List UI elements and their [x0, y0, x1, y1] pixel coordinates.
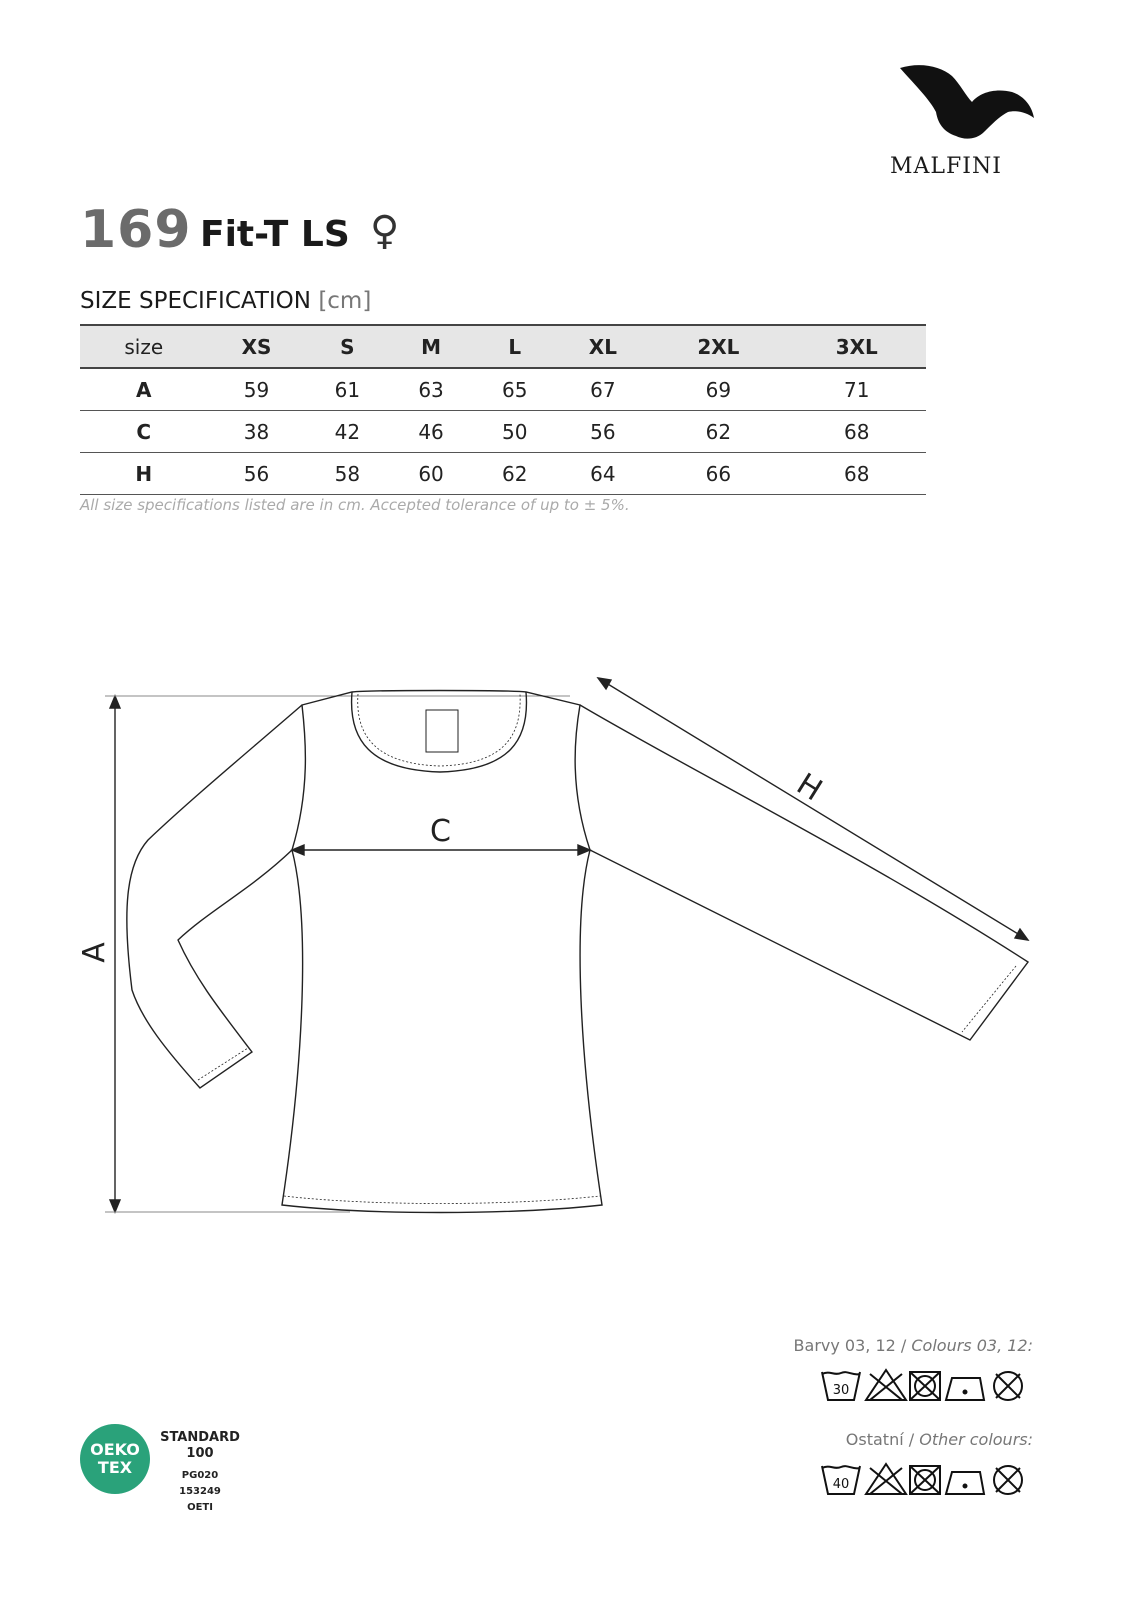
table-cell: 50 [473, 411, 557, 453]
malfini-logo [890, 62, 1050, 192]
iron-icon [946, 1378, 984, 1400]
arrow-head [110, 696, 120, 708]
table-cell: C [80, 411, 207, 453]
table-row [80, 453, 926, 495]
table-cell: 62 [649, 411, 787, 453]
oeko-l1: OEKO [90, 1440, 140, 1459]
table-row [80, 411, 926, 453]
female-icon: ♀ [370, 208, 400, 254]
header-cell: XS [207, 325, 305, 368]
size-table [80, 324, 926, 495]
header-cell: 3XL [788, 325, 926, 368]
header-cell: 2XL [649, 325, 787, 368]
right-sleeve [580, 705, 1028, 1040]
oeko-num: 100 [186, 1446, 214, 1461]
table-cell: 65 [473, 368, 557, 411]
product-number: 169 [80, 200, 192, 260]
care-colours-2 [846, 1430, 1033, 1449]
table-cell: 38 [207, 411, 305, 453]
table-cell: 71 [788, 368, 926, 411]
oeko-l2: TEX [97, 1458, 133, 1477]
header-cell: S [306, 325, 390, 368]
product-name: Fit-T LS [200, 214, 350, 255]
iron-icon [946, 1472, 984, 1494]
left-sleeve [127, 705, 302, 1088]
care-icons-2 [820, 1460, 1030, 1500]
care-colours-2-cz: Ostatní / [845, 1430, 915, 1449]
care-colours-2-en: Other colours: [919, 1430, 1033, 1449]
no-bleach-icon [866, 1370, 906, 1400]
oeko-standard: STANDARD [160, 1430, 240, 1445]
table-cell: 61 [306, 368, 390, 411]
garment-diagram [70, 660, 1050, 1230]
oeko-inst: OETI [187, 1502, 213, 1513]
table-row [80, 368, 926, 411]
spec-title-text: SIZE SPECIFICATION [80, 288, 311, 314]
table-cell: 59 [207, 368, 305, 411]
oeko-code: PG020 153249 [179, 1470, 221, 1497]
table-header-row [80, 325, 926, 368]
care-icons-1 [820, 1366, 1030, 1406]
oeko-tex-text [160, 1430, 240, 1516]
oeko-tex-badge [80, 1424, 150, 1494]
table-cell: 68 [788, 411, 926, 453]
brand-name: MALFINI [890, 154, 1002, 179]
table-cell: 68 [788, 453, 926, 495]
care-colours-1-cz: Barvy 03, 12 / [793, 1336, 907, 1355]
label-h: H [790, 766, 829, 809]
table-cell: 42 [306, 411, 390, 453]
table-cell: 46 [389, 411, 473, 453]
bird-icon [900, 62, 1040, 142]
care-colours-1-en: Colours 03, 12: [911, 1336, 1033, 1355]
header-cell: L [473, 325, 557, 368]
table-cell: 56 [557, 411, 650, 453]
tolerance-note: All size specifications listed are in cm. Accepted tolerance of up to ± 5%. [80, 496, 630, 514]
table-cell: 67 [557, 368, 650, 411]
table-cell: 64 [557, 453, 650, 495]
label-c: C [430, 814, 451, 849]
arrow-head [110, 1200, 120, 1212]
table-cell: 56 [207, 453, 305, 495]
table-cell: A [80, 368, 207, 411]
table-cell: 69 [649, 368, 787, 411]
spec-unit: [cm] [318, 288, 372, 314]
table-cell: 66 [649, 453, 787, 495]
no-bleach-icon [866, 1464, 906, 1494]
wash-temp-2: 40 [832, 1477, 850, 1492]
table-cell: H [80, 453, 207, 495]
wash-temp-1: 30 [832, 1383, 850, 1398]
care-colours-1 [794, 1336, 1033, 1355]
table-cell: 62 [473, 453, 557, 495]
table-cell: 60 [389, 453, 473, 495]
table-cell: 58 [306, 453, 390, 495]
header-cell: size [80, 325, 207, 368]
table-cell: 63 [389, 368, 473, 411]
spec-title [80, 288, 371, 314]
shirt-body [282, 691, 602, 1213]
header-cell: XL [557, 325, 650, 368]
label-a: A [76, 942, 112, 963]
dimension-h-line [598, 678, 1028, 940]
header-cell: M [389, 325, 473, 368]
